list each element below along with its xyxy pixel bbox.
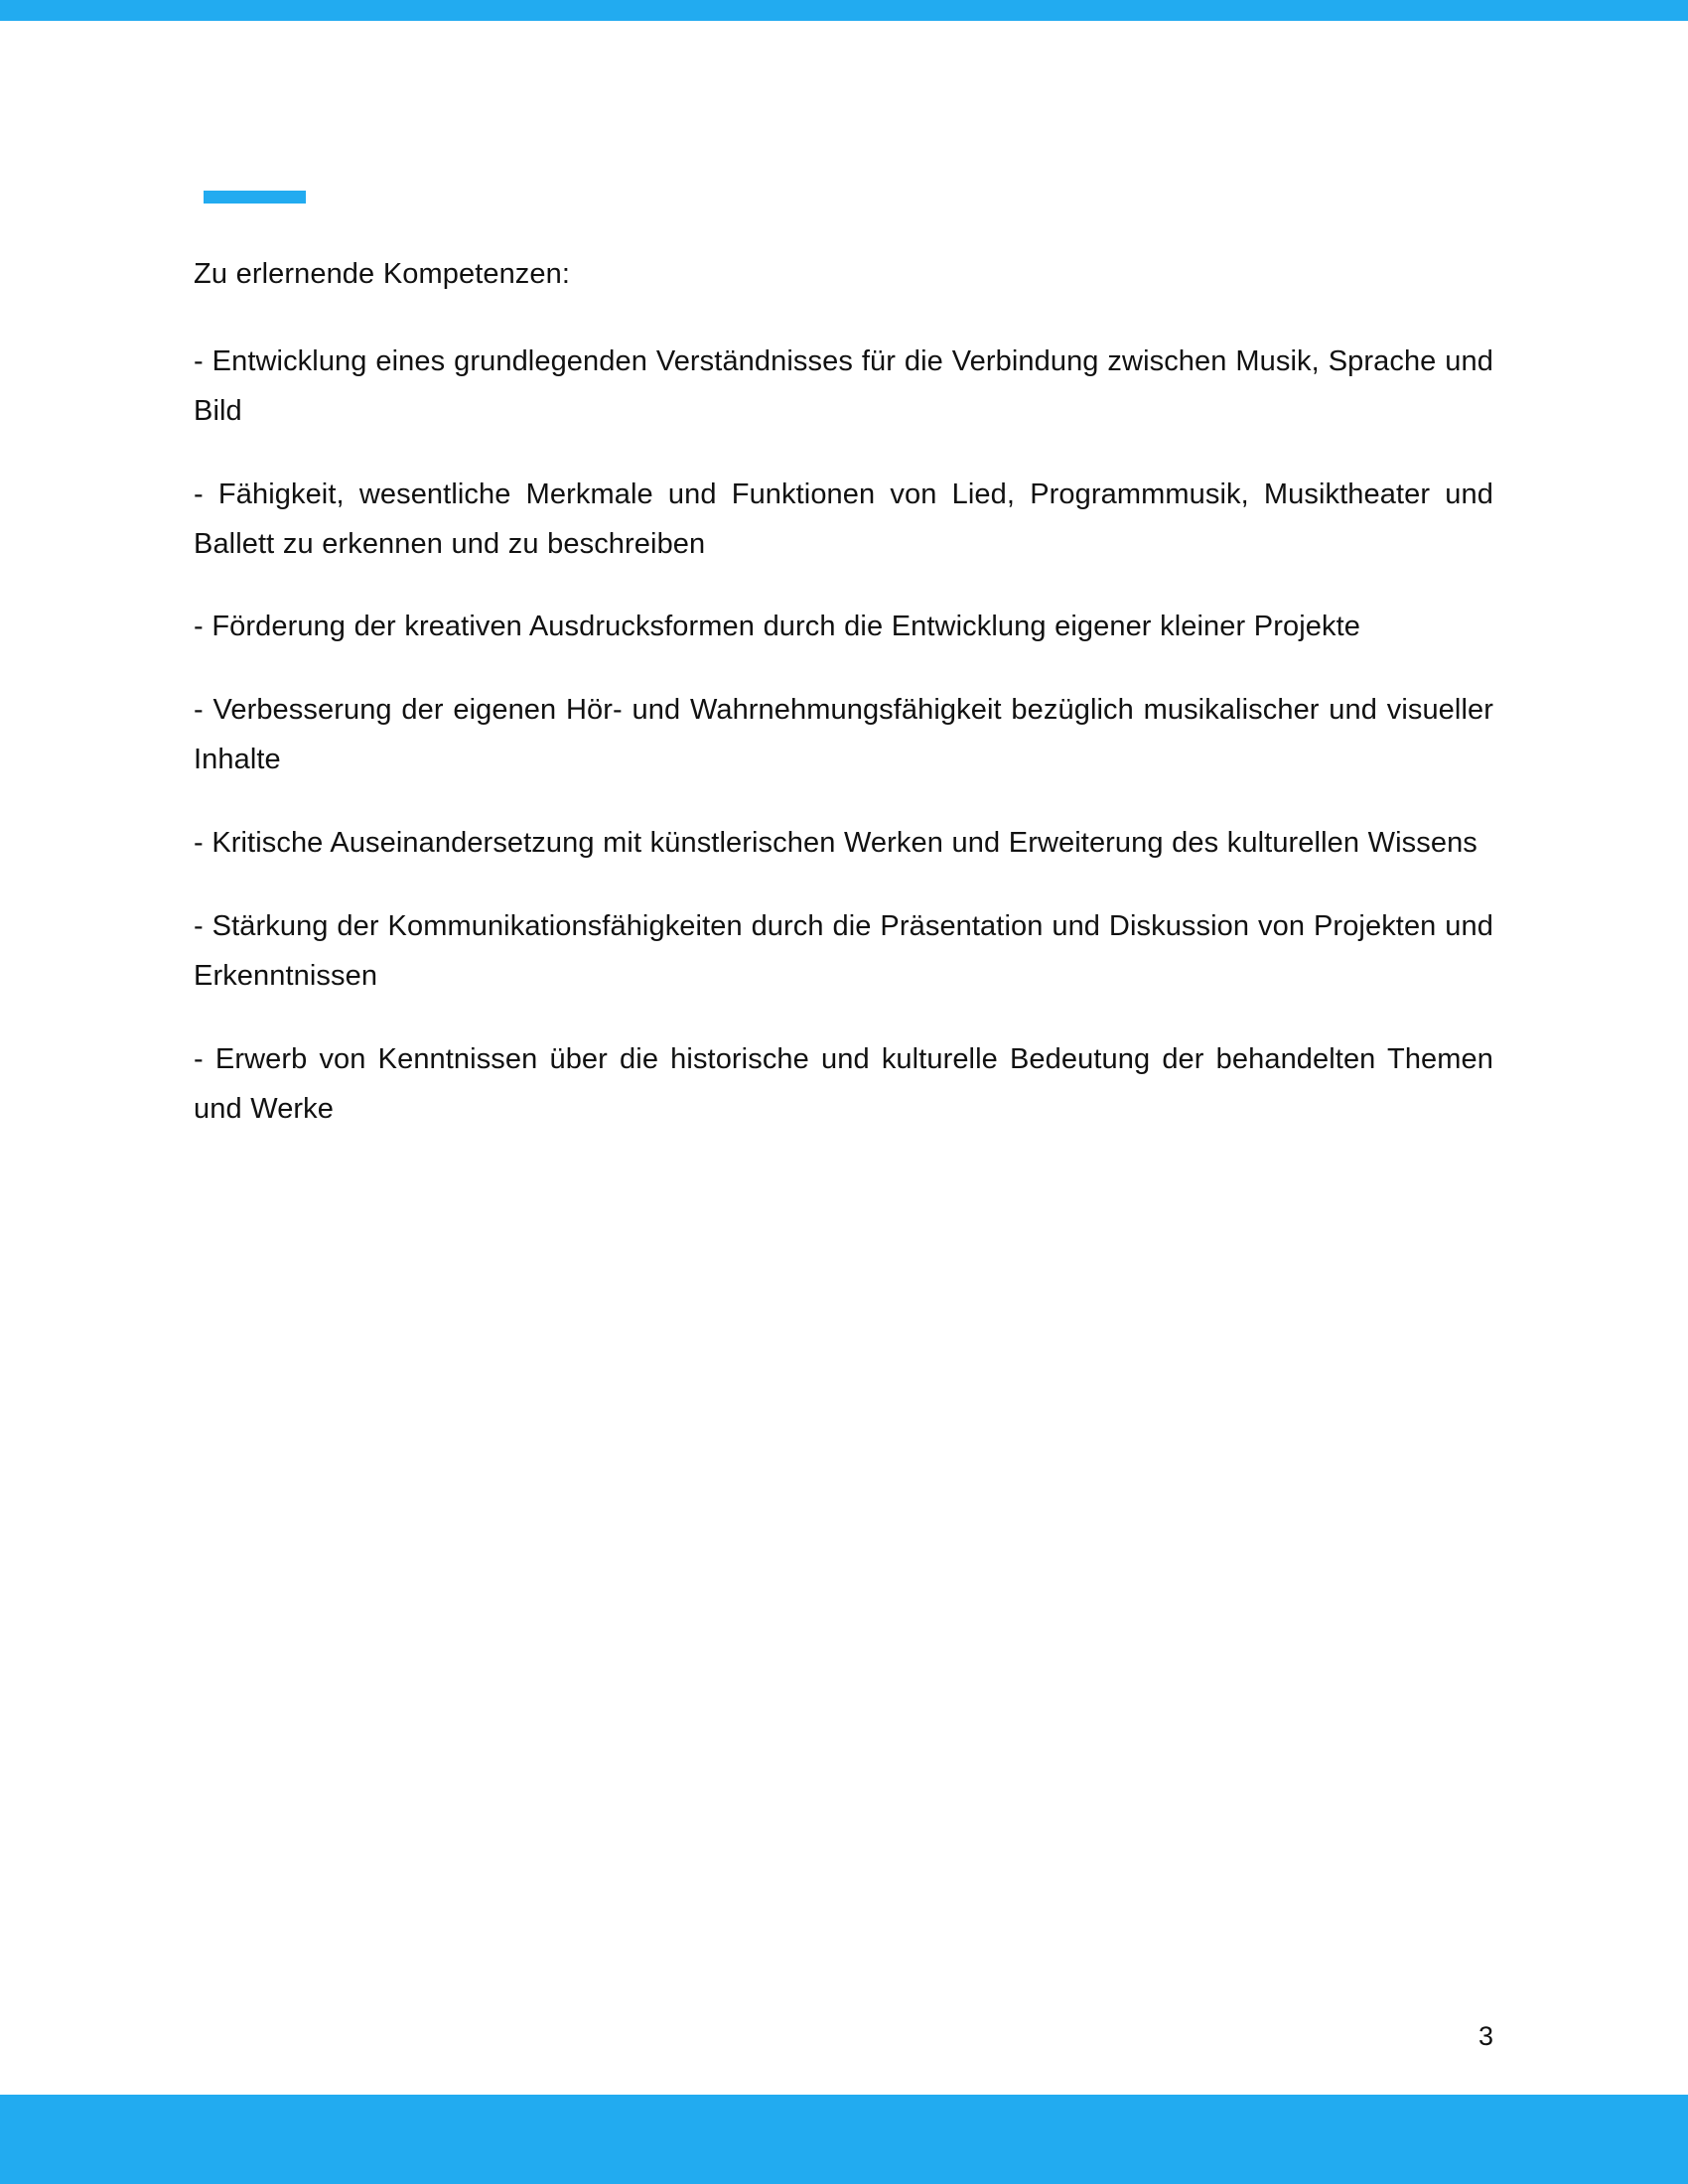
bottom-accent-bar [0, 2095, 1688, 2184]
competency-bullet-4: - Verbesserung der eigenen Hör- und Wahrnehmungsfähigkeit bezüglich musikalischer und visueller Inhalte [194, 694, 1493, 776]
page-title: Zu erlernende Kompetenzen: [194, 258, 571, 290]
competency-bullet-7: - Erwerb von Kenntnissen über die historische und kulturelle Bedeutung der behandelten Themen und Werke [194, 1042, 1493, 1125]
competency-bullet-5: - Kritische Auseinandersetzung mit künstlerischen Werken und Erweiterung des kulturellen Wissens [194, 827, 1477, 859]
competency-bullet-6: - Stärkung der Kommunikationsfähigkeiten durch die Präsentation und Diskussion von Projekten und Erkenntnissen [194, 909, 1493, 992]
section-accent-rule [204, 191, 306, 204]
competency-bullet-1: - Entwicklung eines grundlegenden Verständnisses für die Verbindung zwischen Musik, Sprache und Bild [194, 344, 1493, 427]
competency-bullet-3: - Förderung der kreativen Ausdrucksformen durch die Entwicklung eigener kleiner Projekte [194, 611, 1360, 643]
top-accent-bar [0, 0, 1688, 21]
page-number: 3 [1477, 2021, 1493, 2051]
competency-bullet-2: - Fähigkeit, wesentliche Merkmale und Funktionen von Lied, Programmmusik, Musiktheater und Ballett zu erkennen und zu beschreiben [194, 478, 1493, 560]
page-content [194, 250, 1493, 1134]
